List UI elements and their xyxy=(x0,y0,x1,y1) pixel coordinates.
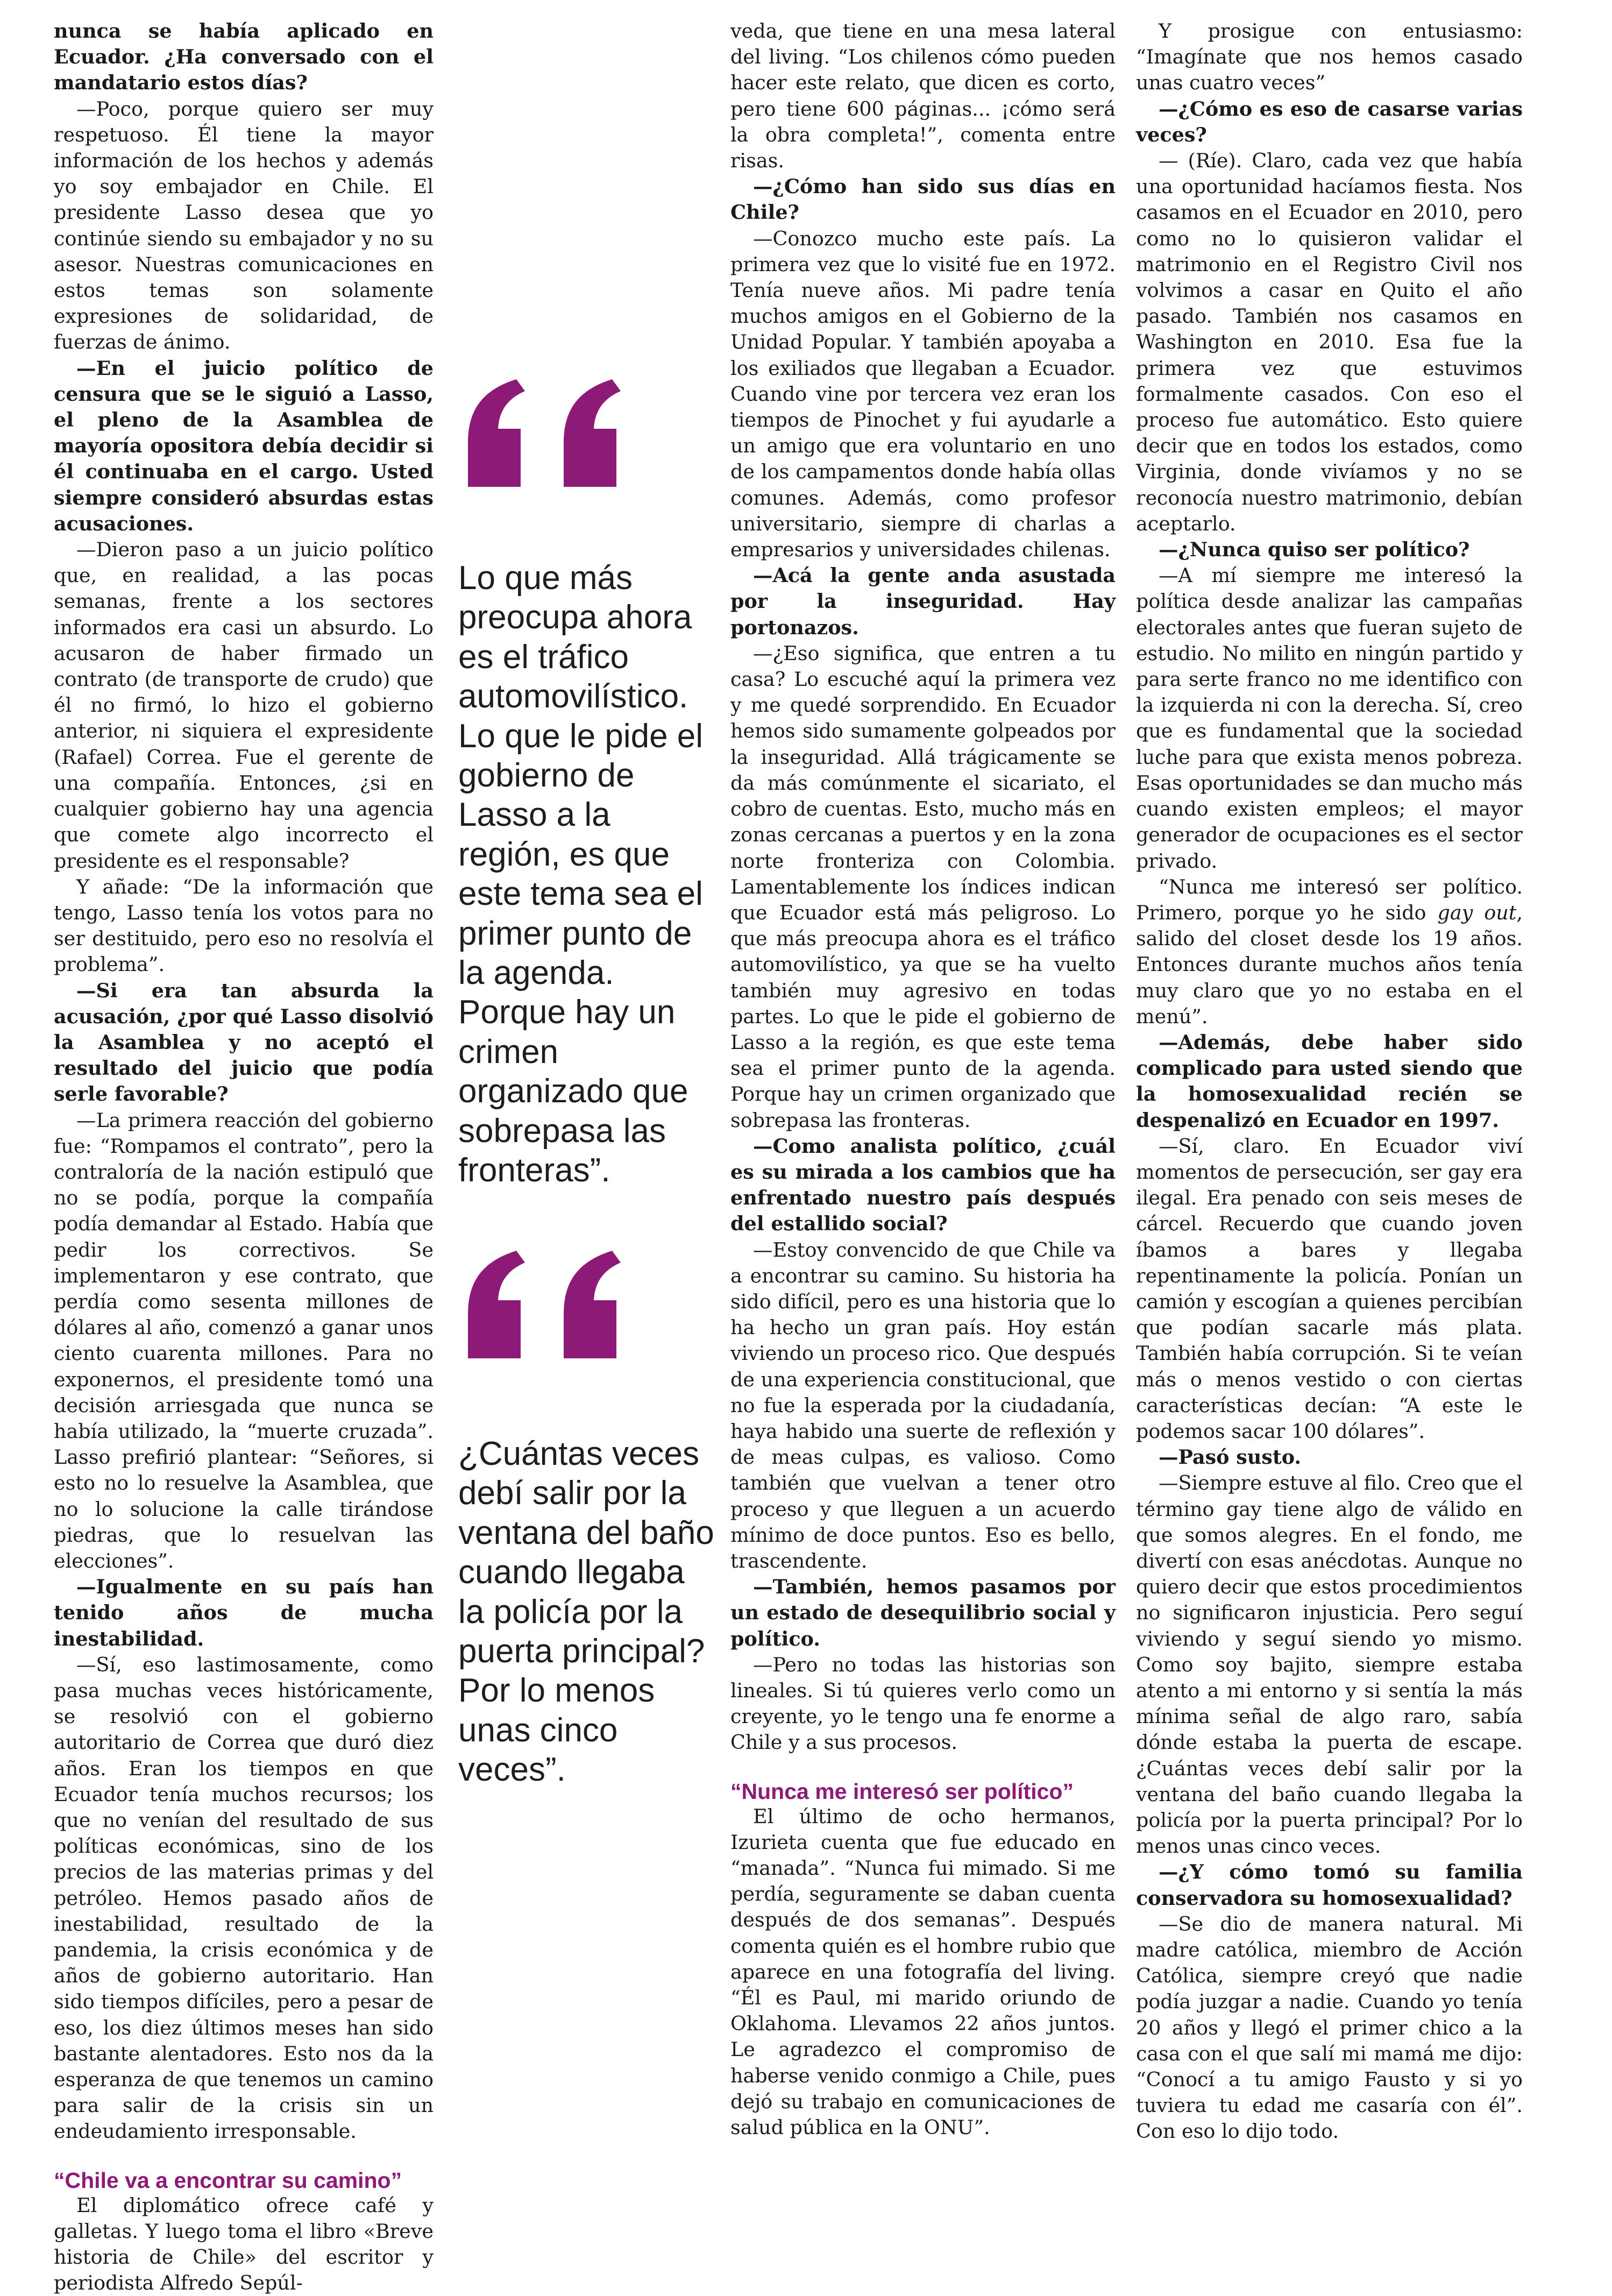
pull-quote-column xyxy=(458,0,714,1983)
text-run: , salido del closet desde los 19 años. Entonces durante muchos años tenía muy claro que yo no estaba en el menú”. xyxy=(1136,901,1523,1028)
article-column-3 xyxy=(730,18,1116,2139)
interview-answer: —¿Eso significa, que entren a tu casa? Lo escuché aquí la primera vez y me quedé sorprendido. En Ecuador hemos sido sumamente golpeados por la inseguridad. Allá trágicamente se da más comúnmente el sicariato, el cobro de cuentas. Esto, mucho más en zonas cercanas a puertos y en la zona norte fronteriza con Colombia. Lamentablemente los índices indican que Ecuador está más peligroso. Lo que más preocupa ahora es el tráfico automovilístico, ya que se ha vuelto también muy agresivo en todas partes. Lo que le pide el gobierno de Lasso a la región, es que este tema sea el primer punto de la agenda. Porque hay un crimen organizado que sobrepasa las fronteras. xyxy=(730,641,1116,1132)
interview-question: —En el juicio político de censura que se le siguió a Lasso, el pleno de la Asamblea de mayoría opositora debía decidir si él continuaba en el cargo. Usted siempre consideró absurdas estas acusaciones. xyxy=(54,356,434,535)
interview-answer: —Sí, claro. En Ecuador viví momentos de persecución, ser gay era ilegal. Era penado con seis meses de cárcel. Recuerdo que cuando joven íbamos a bares y llegaba repentinamente la policía. Ponían un camión y escogían a quienes percibían que podían sacarle más plata. También había corrupción. Si te veían más o menos vestido o con ciertas características decían: “A este le podemos sacar 100 dólares”. xyxy=(1136,1134,1523,1443)
body-paragraph xyxy=(1136,874,1523,1030)
interview-question: —Igualmente en su país han tenido años de mucha inestabilidad. xyxy=(54,1575,434,1650)
article-column-1 xyxy=(54,18,434,2295)
body-paragraph: Y añade: “De la información que tengo, Lasso tenía los votos para no ser destituido, pero eso no resolvía el problema”. xyxy=(54,875,434,976)
pull-quote-1: Lo que más preocupa ahora es el tráfico automovilístico. Lo que le pide el gobierno de Lasso a la región, es que este tema sea el primer punto de la agenda. Porque hay un crimen organizado que sobrepasa las fronteras”. xyxy=(458,559,704,1189)
interview-answer: —Poco, porque quiero ser muy respetuoso. Él tiene la mayor información de los hechos y además yo soy embajador en Chile. El presidente Lasso desea que yo continúe siendo su embajador y no su asesor. Nuestras comunicaciones en estos temas son solamente expresiones de solidaridad, de fuerzas de ánimo. xyxy=(54,97,434,354)
opening-quote-icon xyxy=(458,1251,636,1358)
pull-quote-2: ¿Cuántas veces debí salir por la ventana del baño cuando llegaba la policía por la puerta principal? Por lo menos unas cinco veces”. xyxy=(458,1435,714,1789)
interview-question: —También, hemos pasamos por un estado de desequilibrio social y político. xyxy=(730,1575,1116,1650)
interview-question: nunca se había aplicado en Ecuador. ¿Ha conversado con el mandatario estos días? xyxy=(54,19,434,95)
interview-question: —Pasó susto. xyxy=(1159,1445,1302,1469)
section-subheading: “Chile va a encontrar su camino” xyxy=(54,2167,402,2193)
interview-question: —Acá la gente anda asustada por la inseguridad. Hay portonazos. xyxy=(730,564,1116,639)
body-paragraph: Y prosigue con entusiasmo: “Imagínate que nos hemos casado unas cuatro veces” xyxy=(1136,19,1523,95)
interview-answer: —Pero no todas las historias son lineales. Si tú quieres verlo como un creyente, yo le tengo una fe enorme a Chile y a sus procesos. xyxy=(730,1653,1116,1754)
interview-question: —Además, debe haber sido complicado para usted siendo que la homosexualidad recién se despenalizó en Ecuador en 1997. xyxy=(1136,1030,1523,1132)
text-run: “Nunca me interesó ser político. Primero, porque yo he sido xyxy=(1136,875,1523,924)
interview-answer: —Se dio de manera natural. Mi madre católica, miembro de Acción Católica, siempre creyó que nadie podía juzgar a nadie. Cuando yo tenía 20 años y llegó el primer chico a la casa con el que salí mi mamá me dijo: “Conocí a tu amigo Fausto y si yo tuviera tu edad me casaría con él”. Con eso lo dijo todo. xyxy=(1136,1912,1523,2143)
interview-answer: — (Ríe). Claro, cada vez que había una oportunidad hacíamos fiesta. Nos casamos en el Ecuador en 2010, pero como no lo quisieron validar el matrimonio en el Registro Civil nos volvimos a casar en Quito el año pasado. También nos casamos en Washington en 2010. Esa fue la primera vez que estuvimos formalmente casados. Con eso el proceso fue automático. Esto quiere decir que en todos los estados, como Virginia, donde vivíamos y no se reconocía nuestro matrimonio, debían aceptarlo. xyxy=(1136,149,1523,535)
interview-answer: —Estoy convencido de que Chile va a encontrar su camino. Su historia ha sido difícil, pero es una historia que lo ha hecho un gran país. Hoy están viviendo un proceso rico. Que después de una experiencia constitucional, que no fue la esperada por la ciudadanía, haya habido una suerte de reflexión y de meas culpas, es valioso. Como también que vuelvan a tener otro proceso y que lleguen a un acuerdo mínimo de doce puntos. Eso es bello, trascendente. xyxy=(730,1238,1116,1572)
body-paragraph: El último de ocho hermanos, Izurieta cuenta que fue educado en “manada”. “Nunca fui mimado. Si me perdía, seguramente se daban cuenta después de dos semanas”. Después comenta quién es el hombre rubio que aparece en una fotografía del living. “Él es Paul, mi marido oriundo de Oklahoma. Llevamos 22 años juntos. Le agradezco el compromiso de haberse venido conmigo a Chile, pues dejó su trabajo en comunicaciones de salud pública en la ONU”. xyxy=(730,1804,1116,2139)
interview-answer: —Dieron paso a un juicio político que, en realidad, a las pocas semanas, frente a los sectores informados era casi un absurdo. Lo acusaron de haber firmado un contrato (de transporte de crudo) que él no firmó, lo hizo el gobierno anterior, ni siquiera el expresidente (Rafael) Correa. Fue el gerente de una compañía. Entonces, ¿si en cualquier gobierno hay una agencia que comete algo incorrecto el presidente es el responsable? xyxy=(54,538,434,873)
interview-question: —Si era tan absurda la acusación, ¿por qué Lasso disolvió la Asamblea y no aceptó el resultado del juicio que podía serle favorable? xyxy=(54,979,434,1106)
interview-question: —¿Nunca quiso ser político? xyxy=(1159,538,1470,562)
interview-answer: —A mí siempre me interesó la política desde analizar las campañas electorales antes que fueran sujeto de estudio. No milito en ningún partido y para serte franco no me identifico con la izquierda ni con la derecha. Sí, creo que es fundamental que la sociedad luche para que exista menos pobreza. Esas oportunidades se dan mucho más cuando existen empleos; el mayor generador de ocupaciones es el sector privado. xyxy=(1136,564,1523,873)
interview-question: —¿Cómo han sido sus días en Chile? xyxy=(730,175,1116,224)
interview-question: —¿Cómo es eso de casarse varias veces? xyxy=(1136,97,1523,146)
interview-answer: —Conozco mucho este país. La primera vez que lo visité fue en 1972. Tenía nueve años. Mi padre tenía muchos amigos en el Gobierno de la Unidad Popular. Y también apoyaba a los exiliados que llegaban a Ecuador. Cuando vine por tercera vez eran los tiempos de Pinochet y fui ayudarle a un amigo que era voluntario en uno de los campamentos donde había ollas comunes. Además, como profesor universitario, siempre di charlas a empresarios y universidades chilenas. xyxy=(730,226,1116,562)
article-column-4 xyxy=(1136,18,1523,2143)
section-subheading: “Nunca me interesó ser político” xyxy=(730,1778,1074,1804)
italic-term: gay out xyxy=(1437,901,1517,924)
body-paragraph: veda, que tiene en una mesa lateral del living. “Los chilenos cómo pueden hacer este relato, que dicen es corto, pero tiene 600 páginas... ¡cómo será la obra completa!”, comenta entre risas. xyxy=(730,19,1116,173)
interview-answer: —Siempre estuve al filo. Creo que el término gay tiene algo de válido en que somos alegres. En el fondo, me divertí con esas anécdotas. Aunque no quiero decir que estos procedimientos no significaron injusticia. Pero seguí viviendo y seguí siendo yo mismo. Como soy bajito, siempre estaba atento a mi entorno y si sentía la más mínima señal de algo raro, sabía dónde estaba la puerta de escape. ¿Cuántas veces debí salir por la ventana del baño cuando llegaba la policía por la puerta principal? Por lo menos unas cinco veces. xyxy=(1136,1471,1523,1858)
interview-answer: —Sí, eso lastimosamente, como pasa muchas veces históricamente, se resolvió con el gobierno autoritario de Correa que duró diez años. Eran los tiempos en que Ecuador tenía muchos recursos; los que no venían del resultado de sus políticas económicas, sino de los precios de las materias primas y del petróleo. Hemos pasado años de inestabilidad, resultado de la pandemia, la crisis económica y de años de gobierno autoritario. Han sido tiempos difíciles, pero a pesar de eso, los diez últimos meses han sido bastante alentadores. Esto nos da la esperanza de que tenemos un camino para salir de la crisis sin un endeudamiento irresponsable. xyxy=(54,1653,434,2143)
opening-quote-icon xyxy=(458,379,636,487)
interview-question: —Como analista político, ¿cuál es su mirada a los cambios que ha enfrentado nuestro país después del estallido social? xyxy=(730,1134,1116,1236)
interview-question: —¿Y cómo tomó su familia conservadora su homosexualidad? xyxy=(1136,1860,1523,1910)
interview-answer: —La primera reacción del gobierno fue: “Rompamos el contrato”, pero la contraloría de la nación estipuló que no se podía, porque la compañía podía demandar al Estado. Había que pedir los correctivos. Se implementaron y ese contrato, que perdía como sesenta millones de dólares al año, comenzó a ganar unos ciento cuarenta millones. Para no exponernos, el presidente tomó una decisión arriesgada que nunca se había utilizado, la “muerte cruzada”. Lasso prefirió plantear: “Señores, si esto no lo resuelve la Asamblea, que no lo solucione la calle tirándose piedras, que lo resuelvan las elecciones”. xyxy=(54,1108,434,1572)
body-paragraph: El diplomático ofrece café y galletas. Y luego toma el libro «Breve historia de Chile» del escritor y periodista Alfredo Sepúl- xyxy=(54,2193,434,2295)
